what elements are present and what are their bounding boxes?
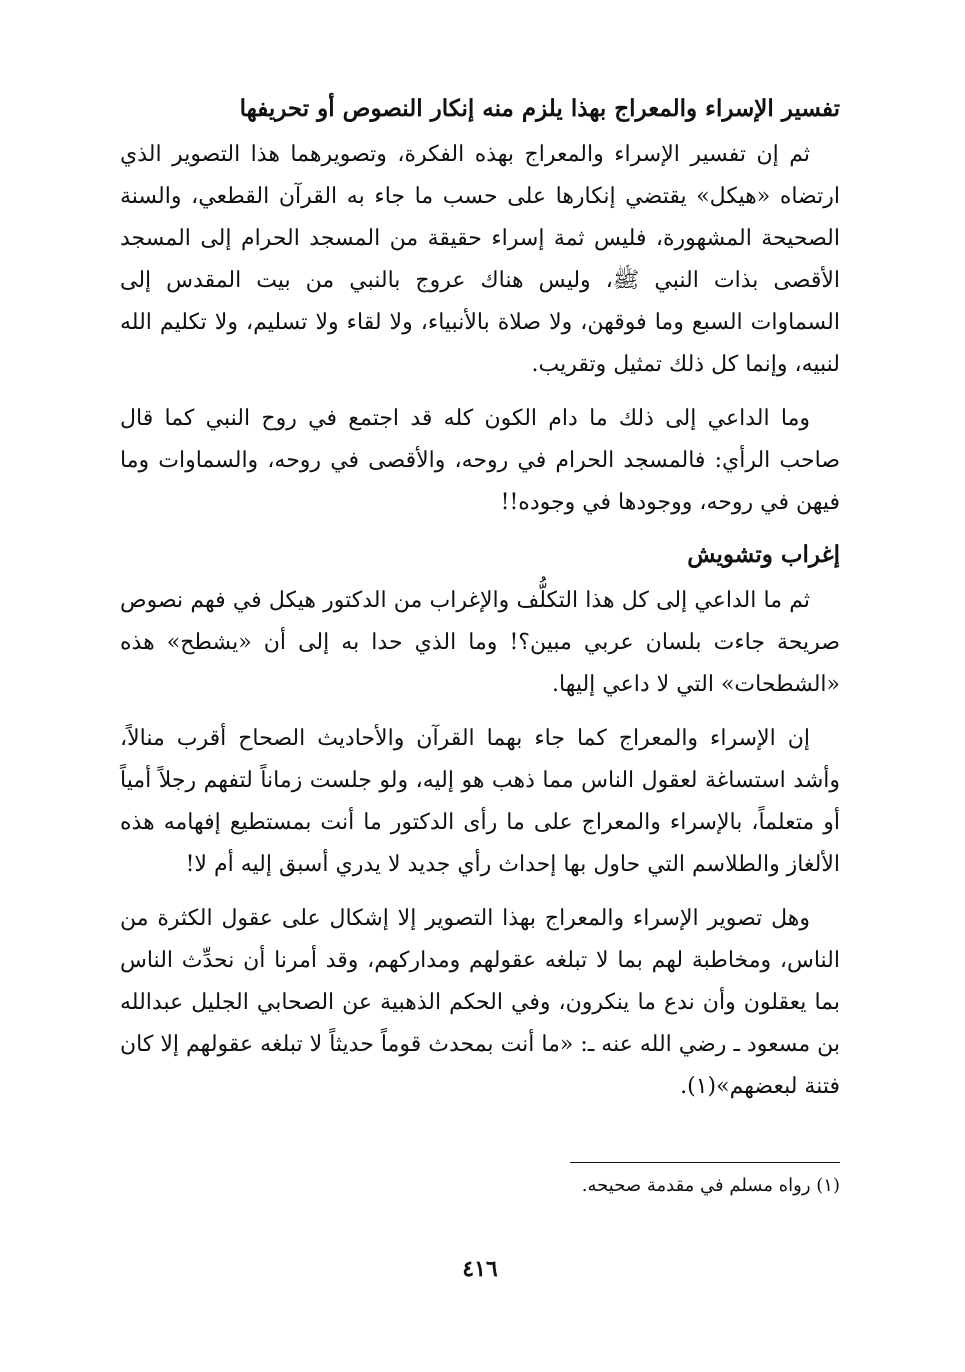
section-heading: تفسير الإسراء والمعراج بهذا يلزم منه إنكار النصوص أو تحريفها bbox=[239, 95, 840, 122]
footnote: (١) رواه مسلم في مقدمة صحيحه. bbox=[581, 1175, 840, 1196]
paragraph: وما الداعي إلى ذلك ما دام الكون كله قد اجتمع في روح النبي كما قال صاحب الرأي: فالمسجد الحرام في روحه، والأقصى في روحه، والسماوات وما فيهن في روحه، ووجودها في وجوده!! bbox=[120, 406, 840, 515]
section-isra-interpretation bbox=[120, 90, 840, 524]
paragraph: ثم إن تفسير الإسراء والمعراج بهذه الفكرة، وتصويرهما هذا التصوير الذي ارتضاه «هيكل» يقتضي إنكارها على حسب ما جاء به القرآن القطعي، والسنة الصحيحة المشهورة، فليس ثمة إسراء حقيقة من المسجد الحرام إلى المسجد الأقصى بذات النبي ﷺ، وليس هناك عروج بالنبي من بيت المقدس إلى السماوات السبع وما فوقهن، ولا صلاة بالأنبياء، ولا لقاء ولا تسليم، ولا تكليم الله لنبيه، وإنما كل ذلك تمثيل وتقريب. bbox=[120, 142, 840, 377]
section-heading: إغراب وتشويش bbox=[687, 541, 840, 568]
book-page bbox=[120, 80, 840, 1330]
paragraph: ثم ما الداعي إلى كل هذا التكلُّف والإغراب من الدكتور هيكل في فهم نصوص صريحة جاءت بلسان عربي مبين؟! وما الذي حدا به إلى أن «يشطح» هذه «الشطحات» التي لا داعي إليها. bbox=[120, 588, 840, 697]
page-number: ٤١٦ bbox=[462, 1256, 498, 1282]
footnote-divider bbox=[570, 1162, 840, 1163]
paragraph: إن الإسراء والمعراج كما جاء بهما القرآن والأحاديث الصحاح أقرب منالاً، وأشد استساغة لعقول الناس مما ذهب هو إليه، ولو جلست زماناً لتفهم رجلاً أمياً أو متعلماً، بالإسراء والمعراج على ما رأى الدكتور ما أنت بمستطيع إفهامه هذه الألغاز والطلاسم التي حاول بها إحداث رأي جديد لا يدري أسبق إليه أم لا! bbox=[120, 726, 840, 877]
section-ighrab bbox=[120, 536, 840, 1108]
paragraph: وهل تصوير الإسراء والمعراج بهذا التصوير إلا إشكال على عقول الكثرة من الناس، ومخاطبة لهم بما لا تبلغه عقولهم ومداركهم، وقد أمرنا أن نحدِّث الناس بما يعقلون وأن ندع ما ينكرون، وفي الحكم الذهبية عن الصحابي الجليل عبدالله بن مسعود ـ رضي الله عنه ـ: «ما أنت بمحدث قوماً حديثاً لا تبلغه عقولهم إلا كان فتنة لبعضهم»(١). bbox=[120, 906, 840, 1099]
